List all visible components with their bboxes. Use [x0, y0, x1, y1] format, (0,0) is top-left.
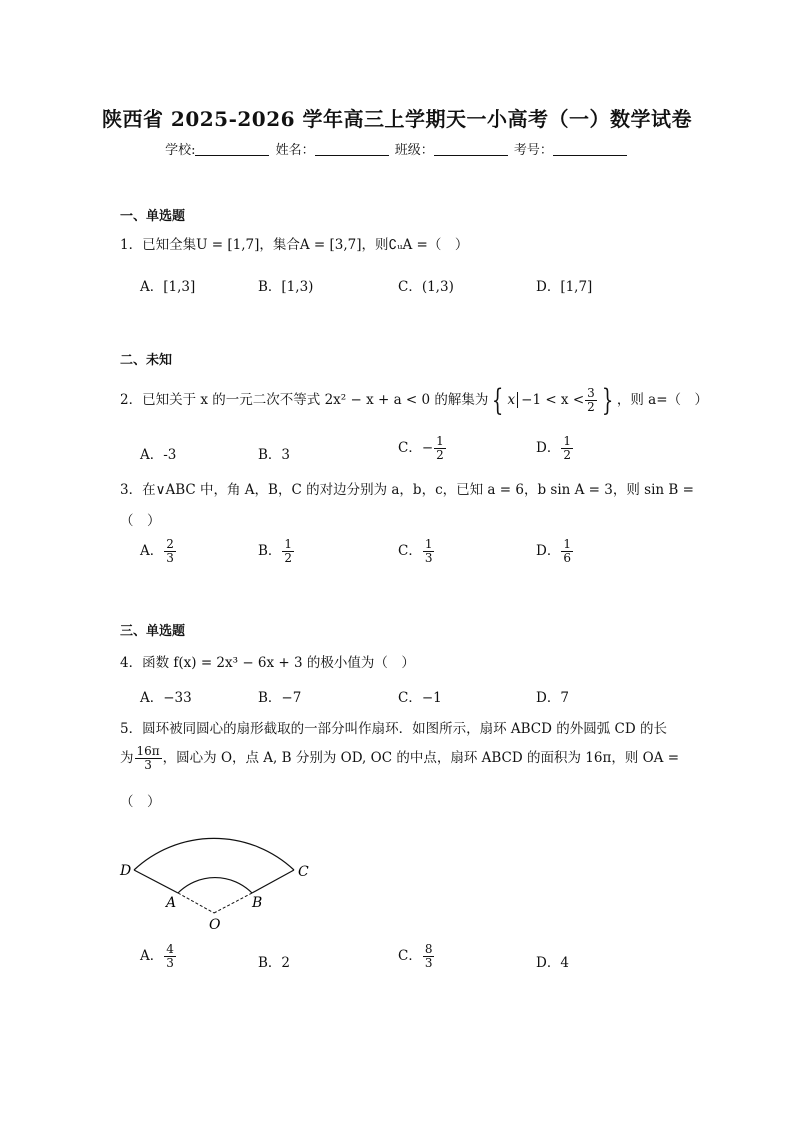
label-a: A	[166, 895, 177, 911]
class-blank[interactable]	[434, 143, 508, 156]
question-4-stem: 4．函数 f(x) = 2x³ − 6x + 3 的极小值为（ ）	[120, 655, 415, 671]
section-heading-2: 二、未知	[120, 353, 173, 368]
question-5-stem-line2: 为 $\frac{16\pi}{3}$ ，圆心为 O，点 A, B 分别为 OD, OC 的中点，扇环 ABCD 的面积为 16π，则 OA =	[120, 744, 680, 772]
q5-option-b[interactable]: B．2	[258, 955, 291, 971]
q2-option-a[interactable]: A．-3	[140, 447, 177, 463]
q2-option-b[interactable]: B．3	[258, 447, 291, 463]
q3-option-a[interactable]: A． $\frac{2}{3}$	[140, 537, 174, 565]
segment-cb	[252, 870, 294, 893]
question-2-stem	[120, 383, 708, 418]
q1-option-d[interactable]: D．[1,7]	[536, 279, 593, 295]
page-title: 陕西省 2025-2026 学年高三上学期天一小高考（一）数学试卷	[101, 107, 693, 131]
q5-option-c[interactable]: C． $\frac{8}{3}$	[398, 942, 433, 970]
q1-option-b[interactable]: B．[1,3)	[258, 279, 314, 295]
name-blank[interactable]	[315, 143, 389, 156]
section-heading-1: 一、单选题	[120, 209, 186, 224]
q4-option-a[interactable]: A．−33	[140, 690, 192, 706]
q2-set-var: x	[507, 392, 516, 408]
q4-option-d[interactable]: D．7	[536, 690, 569, 706]
question-5-stem-line3: （ ）	[120, 794, 161, 810]
school-blank[interactable]	[195, 143, 269, 156]
q3-option-c[interactable]: C． $\frac{1}{3}$	[398, 537, 433, 565]
inner-arc-ab	[178, 878, 252, 893]
right-brace: }	[601, 383, 614, 418]
label-d: D	[120, 863, 132, 879]
section-heading-3: 三、单选题	[120, 624, 186, 639]
q5-option-d[interactable]: D．4	[536, 955, 569, 971]
name-label: 姓名：	[275, 143, 315, 158]
q2-option-d[interactable]: D． $\frac{1}{2}$	[536, 434, 571, 462]
q1-option-c[interactable]: C．(1,3)	[398, 279, 454, 295]
student-info-line	[0, 139, 794, 158]
q5-option-a[interactable]: A． $\frac{4}{3}$	[140, 942, 174, 970]
exam-no-blank[interactable]	[553, 143, 627, 156]
q2-set-frac: $\frac{3}{2}$	[587, 386, 595, 414]
sector-ring-figure	[112, 818, 322, 936]
q2-set-cond: −1 < x <	[517, 392, 584, 408]
q2-stem-post: ，则 a=（ ）	[616, 392, 709, 408]
question-5-stem-line1: 5．圆环被同圆心的扇形截取的一部分叫作扇环．如图所示，扇环 ABCD 的外圆弧 CD 的长	[120, 721, 667, 737]
dashed-bo	[214, 893, 252, 913]
q3-option-d[interactable]: D． $\frac{1}{6}$	[536, 537, 571, 565]
dashed-ao	[178, 893, 214, 913]
left-brace: {	[492, 383, 504, 418]
school-label: 学校:	[165, 143, 196, 158]
q4-option-c[interactable]: C．−1	[398, 690, 442, 706]
q1-option-a[interactable]: A．[1,3]	[140, 279, 196, 295]
question-1-stem: 1．已知全集U = [1,7]，集合A = [3,7]，则∁ᵤA =（ ）	[120, 237, 469, 253]
question-3-stem-line1: 3．在∨ABC 中，角 A，B，C 的对边分别为 a，b，c，已知 a = 6，b sin A = 3，则 sin B =	[120, 482, 694, 498]
class-label: 班级：	[394, 143, 434, 158]
question-3-stem-line2: （ ）	[120, 513, 161, 529]
q4-option-b[interactable]: B．−7	[258, 690, 302, 706]
q2-option-c[interactable]: C．− $\frac{1}{2}$	[398, 434, 444, 462]
q3-option-b[interactable]: B． $\frac{1}{2}$	[258, 537, 293, 565]
exam-no-label: 考号：	[513, 143, 553, 158]
label-b: B	[252, 895, 263, 911]
label-o: O	[209, 917, 221, 933]
q2-stem-text: 2．已知关于 x 的一元二次不等式 2x² − x + a < 0 的解集为	[120, 392, 489, 408]
segment-da	[134, 870, 178, 893]
outer-arc-cd	[134, 838, 294, 870]
label-c: C	[298, 864, 309, 880]
